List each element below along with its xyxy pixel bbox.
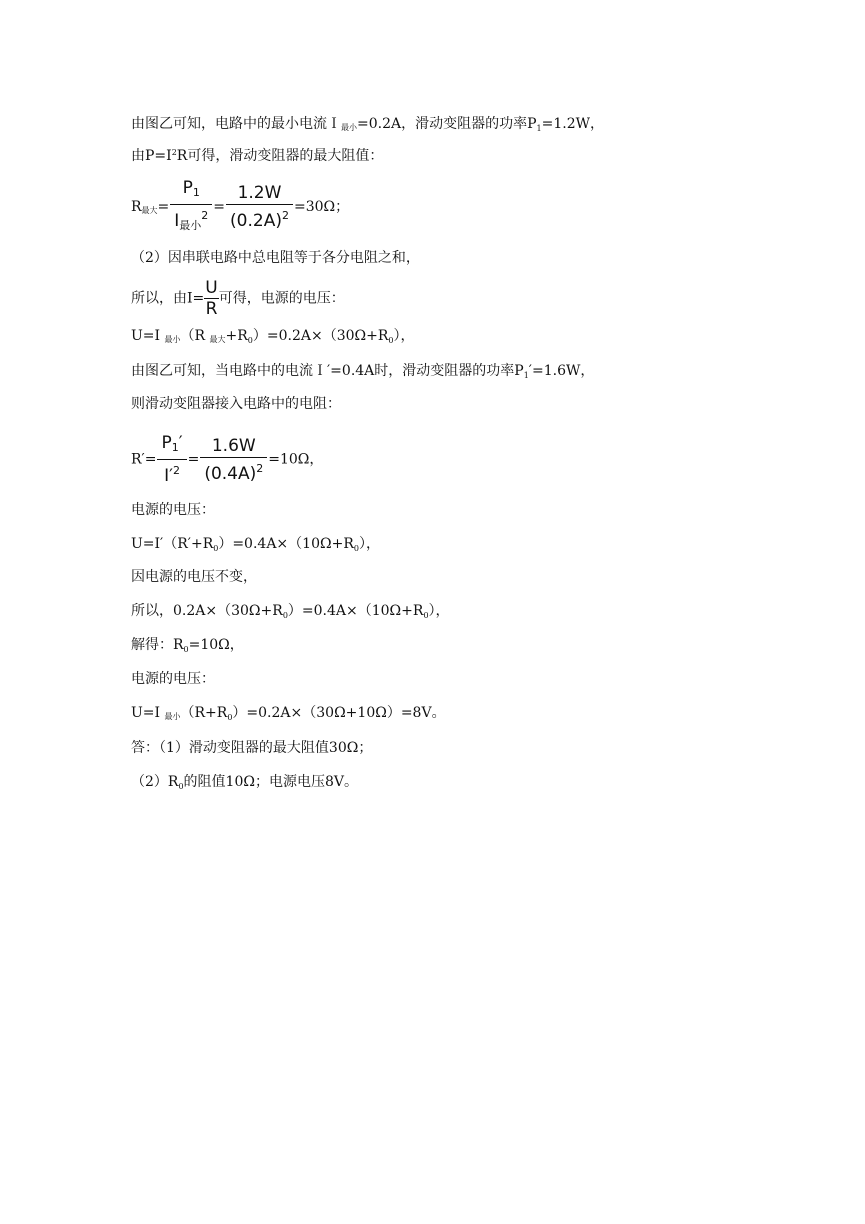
solution-line-12: 因电源的电压不变， — [131, 569, 257, 585]
solution-line-2: 由$P=I^2R$可得，滑动变阻器的最大阻值： — [131, 148, 384, 164]
formula-current-resistance: R′= $\frac{P1'}{I'^2}$ = $\frac{1.6W}{(0.4A)^2}$ =10Ω， — [131, 433, 324, 486]
fraction-p1prime-over-iprime2: $\frac{P1'}{I'^2}$ — [157, 433, 186, 486]
solution-line-1: 由图乙可知，电路中的最小电流Ｉ最小=0.2A，滑动变阻器的功率$P_1=1.2W$， — [131, 116, 605, 133]
solution-line-16: U=I 最小$(R+R_0)=0.2A\times(30\Omega+10\Omega)=8V$。 — [131, 705, 446, 722]
solution-line-5: 所以，由I= $\frac{U}{R}$ 可得，电源的电压： — [131, 278, 345, 319]
answer-line-1: 答：（1）滑动变阻器的最大阻值30Ω； — [131, 740, 373, 756]
fraction-1.6w-over-0.4a2: $\frac{1.6W}{(0.4A)^2}$ — [200, 436, 267, 484]
fraction-p1-over-imin2: $\frac{P1}{I最小^2}$ — [170, 178, 212, 236]
solution-line-10: 电源的电压： — [131, 502, 215, 518]
solution-line-13: 所以，$0.2A\times(30\Omega+R_0)=0.4A\times(10\Omega+R_0)$， — [131, 603, 450, 620]
solution-line-14: 解得：$R_0=10\Omega$， — [131, 637, 244, 654]
solution-line-7: 由图乙可知，当电路中的电流Ｉ′=0.4A时，滑动变阻器的功率$P_1'=1.6W$， — [131, 363, 595, 380]
solution-line-4: （2）因串联电路中总电阻等于各分电阻之和， — [131, 250, 420, 266]
answer-line-2: $(2)R_0$的阻值10Ω；电源电压8V。 — [131, 774, 358, 791]
formula-max-resistance: R最大= $\frac{P1}{I最小^2}$ = $\frac{1.2W}{(0.2A)^2}$ =30Ω； — [131, 178, 349, 236]
solution-line-6: U=I 最小（R 最大$+R_0)=0.2A\times(30\Omega+R_0)$， — [131, 328, 415, 345]
fraction-u-over-r: $\frac{U}{R}$ — [205, 278, 218, 319]
solution-line-11: $U=I'(R'+R_0)=0.4A\times(10\Omega+R_0)$， — [131, 536, 380, 553]
fraction-1.2w-over-0.2a2: $\frac{1.2W}{(0.2A)^2}$ — [226, 183, 293, 231]
solution-line-8: 则滑动变阻器接入电路中的电阻： — [131, 396, 341, 412]
solution-line-15: 电源的电压： — [131, 671, 215, 687]
